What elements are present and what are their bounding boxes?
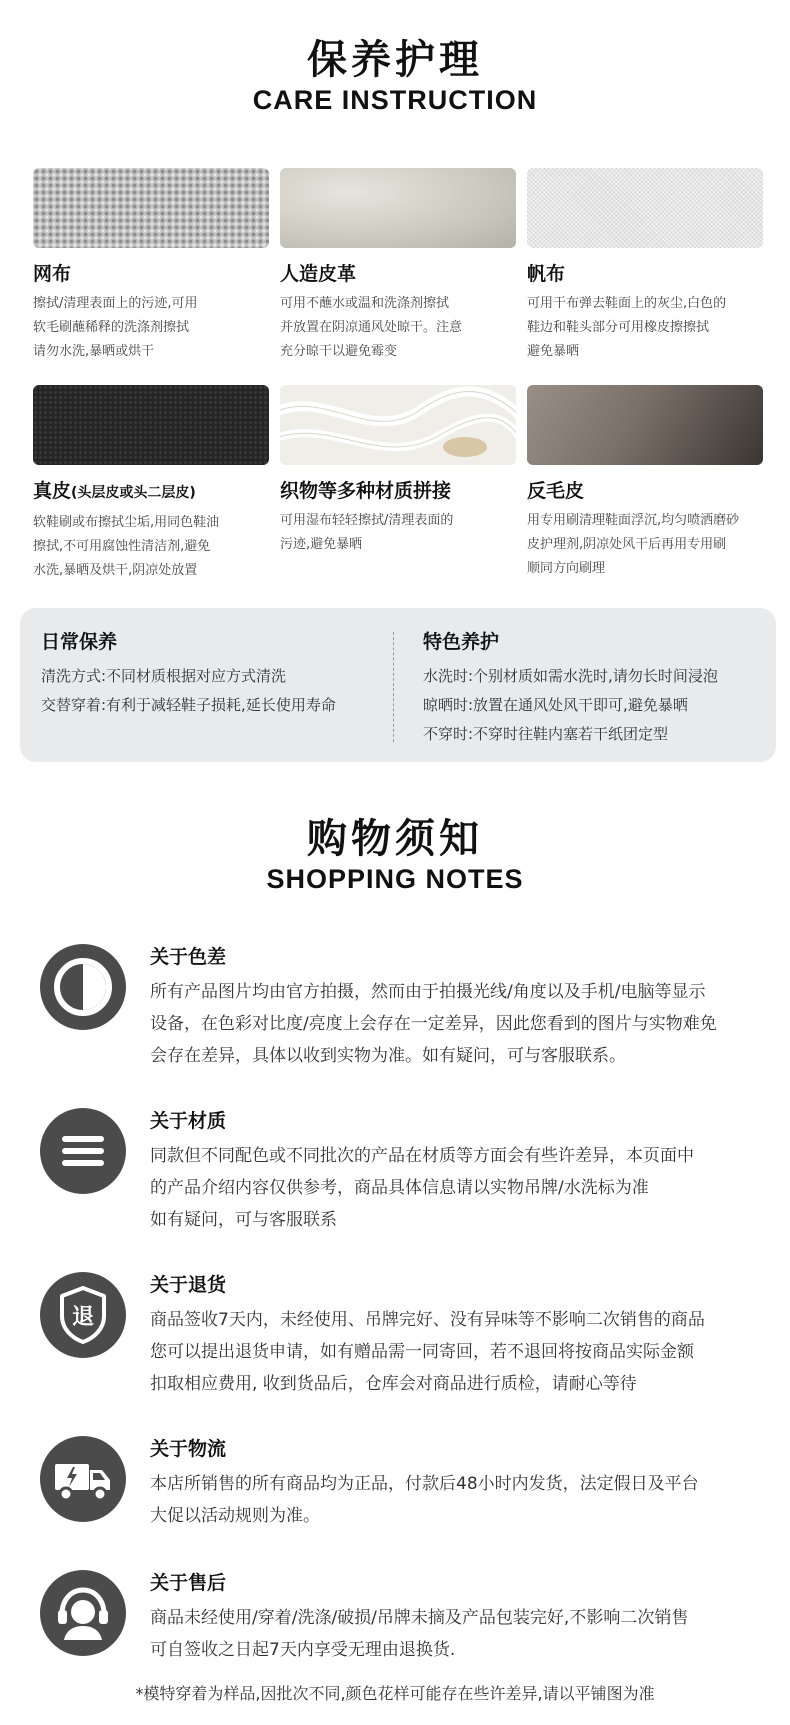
- special-care-line: 水洗时:个别材质如需水洗时,请勿长时间浸泡: [423, 667, 718, 685]
- material-card-canvas: [527, 168, 763, 364]
- material-card-genuine-leather: [33, 385, 269, 583]
- note-title: 关于退货: [150, 1274, 227, 1296]
- material-desc: [280, 292, 516, 364]
- material-desc-line: 擦拭/清理表面上的污迹,可用: [33, 296, 198, 311]
- material-name-text: 织物等多种材质拼接: [280, 480, 452, 502]
- material-card-suede: [527, 385, 763, 581]
- material-desc-line: 充分晾干以避免霉变: [280, 344, 398, 359]
- material-card-mesh: [33, 168, 269, 364]
- mixed-fabric-swatch-image: [280, 385, 516, 465]
- note-body: [150, 1108, 770, 1236]
- truck-icon: [40, 1436, 126, 1522]
- material-name-sub: (头层皮或头二层皮): [71, 485, 196, 501]
- daily-care-line: 清洗方式:不同材质根据对应方式清洗: [41, 667, 287, 685]
- care-title-zh: 保养护理: [307, 37, 483, 83]
- shopping-section-header: [0, 815, 790, 895]
- synthetic-leather-swatch-image: [280, 168, 516, 248]
- material-name-text: 人造皮革: [280, 263, 357, 285]
- material-name-text: 真皮: [33, 480, 72, 502]
- material-desc-line: 顺同方向刷理: [527, 561, 606, 576]
- material-desc-line: 可用不蘸水或温和洗涤剂擦拭: [280, 296, 450, 311]
- note-line: 商品未经使用/穿着/洗涤/破损/吊牌未摘及产品包装完好,不影响二次销售: [150, 1608, 689, 1628]
- daily-care-title: 日常保养: [41, 631, 118, 653]
- material-desc-line: 水洗,暴晒及烘干,阴凉处放置: [33, 563, 198, 578]
- material-desc: [33, 292, 269, 364]
- note-line: 商品签收7天内，未经使用、吊牌完好、没有异味等不影响二次销售的商品: [150, 1310, 705, 1330]
- panel-divider: [393, 632, 394, 742]
- special-care-title: 特色养护: [423, 631, 500, 653]
- return-shield-icon: [40, 1272, 126, 1358]
- note-line: 的产品介绍内容仅供参考，商品具体信息请以实物吊牌/水洗标为准: [150, 1178, 649, 1198]
- note-line: 扣取相应费用, 收到货品后，仓库会对商品进行质检，请耐心等待: [150, 1374, 637, 1394]
- return-icon-glyph: 退: [71, 1305, 95, 1330]
- note-body: [150, 1272, 770, 1400]
- headset-agent-icon: [40, 1570, 126, 1656]
- material-name: [33, 262, 269, 286]
- footer-disclaimer: *模特穿着为样品,因批次不同,颜色花样可能存在些许差异,请以平铺图为准: [135, 1684, 655, 1703]
- special-care-line: 不穿时:不穿时往鞋内塞若干纸团定型: [423, 725, 669, 743]
- material-desc-line: 请勿水洗,暴晒或烘干: [33, 344, 155, 359]
- special-care-line: 晾晒时:放置在通风处风干即可,避免暴晒: [423, 696, 688, 714]
- note-title: 关于售后: [150, 1572, 227, 1594]
- material-desc-line: 避免暴晒: [527, 344, 580, 359]
- note-line: 会存在差异，具体以收到实物为准。如有疑问，可与客服联系。: [150, 1046, 626, 1066]
- material-desc-line: 软毛刷蘸稀释的洗涤剂擦拭: [33, 320, 190, 335]
- care-section-header: [0, 36, 790, 116]
- material-name-text: 反毛皮: [527, 480, 585, 502]
- note-line: 大促以活动规则为准。: [150, 1506, 320, 1526]
- material-name: [527, 479, 763, 503]
- genuine-leather-swatch-image: [33, 385, 269, 465]
- note-line: 如有疑问，可与客服联系: [150, 1210, 337, 1230]
- canvas-swatch-image: [527, 168, 763, 248]
- note-line: 可自签收之日起7天内享受无理由退换货.: [150, 1640, 456, 1660]
- material-name: [280, 479, 516, 503]
- note-line: 设备，在色彩对比度/亮度上会存在一定差异，因此您看到的图片与实物难免: [150, 1014, 717, 1034]
- material-desc: [527, 509, 763, 581]
- note-title: 关于色差: [150, 946, 227, 968]
- note-line: 所有产品图片均由官方拍摄，然而由于拍摄光线/角度以及手机/电脑等显示: [150, 982, 706, 1002]
- daily-care-line: 交替穿着:有利于减轻鞋子损耗,延长使用寿命: [41, 696, 336, 714]
- material-name-text: 帆布: [527, 263, 566, 285]
- note-body: [150, 1436, 770, 1532]
- material-desc-line: 皮护理剂,阴凉处风干后再用专用刷: [527, 537, 727, 552]
- suede-swatch-image: [527, 385, 763, 465]
- special-care-column: [423, 630, 718, 749]
- material-desc: [33, 511, 269, 583]
- material-desc-line: 并放置在阴凉通风处晾干。注意: [280, 320, 463, 335]
- note-title: 关于材质: [150, 1110, 227, 1132]
- material-desc-line: 用专用刷清理鞋面浮沉,均匀喷洒磨砂: [527, 513, 740, 528]
- material-desc-line: 可用干布弹去鞋面上的灰尘,白色的: [527, 296, 727, 311]
- daily-care-panel: [20, 608, 776, 762]
- material-desc-line: 可用湿布轻轻擦拭/清理表面的: [280, 513, 454, 528]
- shopping-title-zh: 购物须知: [307, 816, 483, 862]
- note-line: 本店所销售的所有商品均为正品，付款后48小时内发货，法定假日及平台: [150, 1474, 699, 1494]
- knit-pattern-graphic: [280, 385, 516, 465]
- care-title-en: CARE INSTRUCTION: [252, 85, 538, 115]
- material-desc-line: 擦拭,不可用腐蚀性清洁剂,避免: [33, 539, 211, 554]
- material-name-text: 网布: [33, 263, 72, 285]
- material-desc: [280, 509, 516, 557]
- note-line: 同款但不同配色或不同批次的产品在材质等方面会有些许差异，本页面中: [150, 1146, 694, 1166]
- material-card-mixed-fabric: [280, 385, 516, 557]
- note-body: [150, 944, 770, 1072]
- material-desc-line: 鞋边和鞋头部分可用橡皮擦擦拭: [527, 320, 710, 335]
- note-title: 关于物流: [150, 1438, 227, 1460]
- material-name: [527, 262, 763, 286]
- material-name: [280, 262, 516, 286]
- mesh-swatch-image: [33, 168, 269, 248]
- material-desc-line: 软鞋刷或布擦拭尘垢,用同色鞋油: [33, 515, 220, 530]
- shopping-title-en: SHOPPING NOTES: [266, 864, 524, 894]
- material-name: [33, 479, 269, 505]
- menu-lines-icon: [40, 1108, 126, 1194]
- material-card-synthetic-leather: [280, 168, 516, 364]
- note-body: [150, 1570, 770, 1666]
- contrast-icon: [40, 944, 126, 1030]
- note-line: 您可以提出退货申请，如有赠品需一同寄回，若不退回将按商品实际金额: [150, 1342, 694, 1362]
- material-desc-line: 污迹,避免暴晒: [280, 537, 363, 552]
- material-desc: [527, 292, 763, 364]
- daily-care-column: [41, 630, 336, 720]
